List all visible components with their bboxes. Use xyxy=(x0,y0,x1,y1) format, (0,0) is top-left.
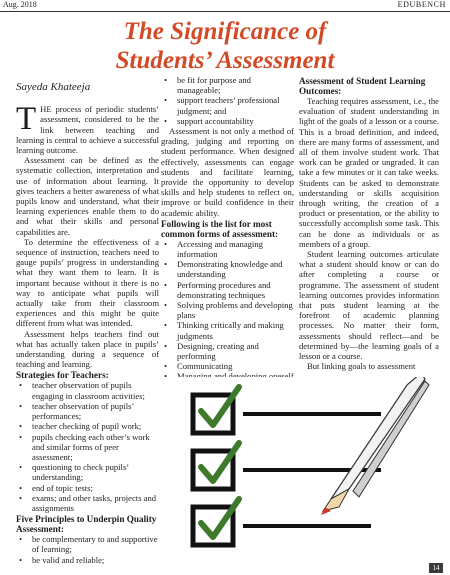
strategies-heading: Strategies for Teachers: xyxy=(16,370,109,381)
issue-date: Aug. 2018 xyxy=(3,0,37,9)
list-item: • support teachers’ professional judgment; and xyxy=(161,95,294,115)
list-item: • exams; and other tasks, projects and assignments xyxy=(16,493,159,513)
list-item: • Communicating xyxy=(161,361,294,371)
checklist-pencil-image xyxy=(163,377,437,565)
header-rule xyxy=(0,11,450,12)
paragraph: Assessment helps teachers find out what has actually taken place in pupils’ understanding during a sequence of teaching and learning. xyxy=(16,328,159,370)
pencil-icon xyxy=(321,377,429,515)
column-1 xyxy=(16,82,159,565)
list-item: • be fit for purpose and manageable; xyxy=(161,75,294,95)
page-number: 14 xyxy=(429,563,443,573)
paragraph: Assessment can be defined as the systematic collection, interpretation and use of information about learning. It gives teachers a better awareness of what pupils know and understand, what their learning experiences enable them to do and what their skills and personal capabilities are. xyxy=(16,155,159,237)
paragraph: Teaching requires assessment, i.e., the evaluation of student understanding in light of the goals of a lesson or a course. This is a broad definition, and indeed, there are many forms of assessment, and all of them involve student work. That work can be graded or ungraded. It can take a few minutes or it can take weeks. Students can be asked to demonstrate understanding or skills acquisition through writing, the creation of a product or presentation, or the ability to successfully accomplish some task. This can be done as individuals or as members of a group. xyxy=(299,96,439,249)
drop-cap: T xyxy=(16,101,37,138)
list-item: • Accessing and managing information xyxy=(161,239,294,259)
article-title xyxy=(0,17,450,75)
author-byline: Sayeda Khateeja xyxy=(16,81,91,93)
list-item: • Thinking critically and making judgments xyxy=(161,320,294,340)
list-item: • teacher checking of pupil work; xyxy=(16,421,159,431)
paragraph: Student learning outcomes articulate what a student should know or can do after completing a course or programme. The assessment of student learning outcomes provides information that puts student learning at the forefront of academic planning processes. No matter their form, assessments should reflect—and be determined by—the learning goals of a lesson or a course. xyxy=(299,249,439,362)
title-line-2: Students’ Assessment xyxy=(115,47,335,74)
running-header xyxy=(0,0,450,13)
list-item: • support accountability xyxy=(161,116,294,126)
forms-heading: Following is the list for most common forms of assessment: xyxy=(161,218,279,239)
strategies-list xyxy=(16,380,159,513)
checklist-illustration xyxy=(163,377,437,565)
list-item: • be valid and reliable; xyxy=(16,555,159,565)
list-item: • questioning to check pupils’ understanding; xyxy=(16,462,159,482)
list-item: • be complementary to and supportive of learning; xyxy=(16,534,159,554)
list-item: • teacher observation of pupils engaging in classroom activities; xyxy=(16,380,159,400)
list-item: • Performing procedures and demonstrating techniques xyxy=(161,280,294,300)
list-item: • end of topic tests; xyxy=(16,483,159,493)
list-item: • Demonstrating knowledge and understanding xyxy=(161,259,294,279)
principles-list xyxy=(16,534,159,565)
intro-text: HE process of periodic students’ assessment, considered to be the link between teaching and learning is central to achieve a successful learning outcome. xyxy=(16,104,159,156)
list-item: • Designing, creating and performing xyxy=(161,341,294,361)
paragraph: Assessment is not only a method of grading, judging and reporting on student performance. When designed effectively, assessments can engage students and facilitate learning, provide the opportunity to develop skills and help students to reflect on, improve or build confidence in their academic ability. xyxy=(161,126,294,218)
column-3 xyxy=(299,75,439,371)
outcomes-heading: Assessment of Student Learning Outcomes: xyxy=(299,76,426,96)
paragraph: To determine the effectiveness of a sequence of instruction, teachers need to gauge pupils’ progress in understanding what they want them to learn. It is important because without it there is no way to anticipate what pupils will actually take from their classroom experiences and this might be quite different from what was intended. xyxy=(16,236,159,329)
title-line-1: The Significance of xyxy=(123,18,327,45)
principles-list-continued xyxy=(161,75,294,126)
paragraph: But linking goals to assessment xyxy=(307,361,416,372)
list-item: • Solving problems and developing plans xyxy=(161,300,294,320)
publication-name: EDUBENCH xyxy=(397,0,446,9)
intro-paragraph xyxy=(16,101,159,156)
list-item: • pupils checking each other’s work and similar forms of peer assessment; xyxy=(16,432,159,463)
principles-heading: Five Principles to Underpin Quality Assessment: xyxy=(16,514,157,535)
forms-list xyxy=(161,239,294,392)
column-2 xyxy=(161,75,294,392)
list-item: • teacher observation of pupils’ performances; xyxy=(16,401,159,421)
